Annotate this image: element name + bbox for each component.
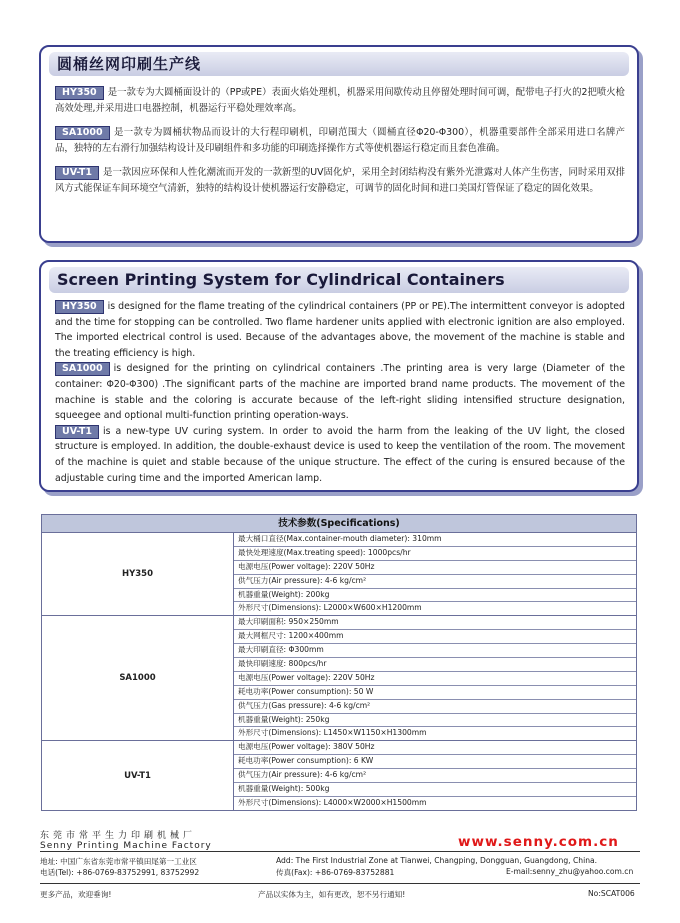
model-tag: UV-T1	[55, 425, 99, 439]
spec-row: 最大印刷面积: 950×250mm	[234, 616, 636, 630]
cn-item-text: 是一款因应环保和人性化潮流而开发的一款新型的UV固化炉，采用全封闭结构没有紫外光泄露对人体产生伤害，同时采用双排风方式能保证车间环境空气清新，独特的结构设计使机器运行安静稳定，可调节的固化时间和进口美国灯管保证了稳定的固化效果。	[55, 167, 625, 194]
spec-row: 耗电功率(Power consumption): 6 KW	[234, 755, 636, 769]
chinese-description-panel	[39, 45, 639, 243]
spec-row: 外形尺寸(Dimensions): L2000×W600×H1200mm	[238, 603, 422, 613]
cn-item-text: 是一款专为圆桶状物品而设计的大行程印刷机，印刷范围大（圆桶直径Φ20-Φ300），机器重要部件全部采用进口名牌产品，独特的左右滑行加强结构设计及印刷组件和多功能的印刷选择操作方式等使机器运行稳定而且套色准确。	[55, 127, 625, 154]
spec-row: 外形尺寸(Dimensions): L1450×W1150×H1300mm	[238, 728, 427, 738]
en-item-sa1000	[55, 361, 625, 423]
spec-row: 供气压力(Gas pressure): 4-6 kg/cm²	[234, 700, 636, 714]
spec-row: 供气压力(Air pressure): 4-6 kg/cm²	[234, 769, 636, 783]
model-tag: UV-T1	[55, 166, 99, 180]
spec-row: 最大桶口直径(Max.container-mouth diameter): 310mm	[234, 533, 636, 547]
chinese-section-title: 圆桶丝网印刷生产线	[49, 52, 629, 76]
telephone: 电话(Tel): +86-0769-83752991, 83752992	[40, 868, 200, 877]
specifications-table	[41, 514, 637, 811]
spec-row: 机器重量(Weight): 500kg	[234, 783, 636, 797]
email-link[interactable]: E-mail:senny_zhu@yahoo.com.cn	[506, 867, 634, 876]
cn-item-text: 是一款专为大圆桶面设计的（PP或PE）表面火焰处理机，机器采用间歇传动且停留处理时间可调，配带电子打火的2把喷火枪高效处理,并采用进口电器控制，机器运行平稳处理效率高。	[55, 87, 625, 114]
spec-rows	[234, 616, 636, 740]
cn-item-hy350	[55, 85, 625, 116]
spec-row: 供气压力(Air pressure): 4-6 kg/cm²	[234, 575, 636, 589]
spec-row: 电源电压(Power voltage): 220V 50Hz	[234, 672, 636, 686]
change-notice: 产品以实体为主，如有更改，恕不另行通知!	[258, 890, 406, 899]
spec-group-sa1000	[42, 616, 636, 741]
spec-row: 电源电压(Power voltage): 380V 50Hz	[234, 741, 636, 755]
specifications-title: 技术参数(Specifications)	[42, 515, 636, 533]
chinese-description-body	[55, 85, 625, 205]
footer-divider-bottom	[40, 883, 640, 884]
spec-row: 机器重量(Weight): 250kg	[234, 714, 636, 728]
spec-row: 最大网框尺寸: 1200×400mm	[234, 630, 636, 644]
address-en: Add: The First Industrial Zone at Tianwei, Changping, Dongguan, Guangdong, China.	[276, 856, 598, 865]
spec-row: 外形尺寸(Dimensions): L4000×W2000×H1500mm	[238, 797, 427, 807]
address-cn: 地址: 中国广东省东莞市常平镇田尾第一工业区	[40, 857, 197, 866]
spec-model-name: UV-T1	[42, 741, 234, 809]
spec-row: 最大印刷直径: Φ300mm	[234, 644, 636, 658]
spec-row: 最快处理速度(Max.treating speed): 1000pcs/hr	[234, 547, 636, 561]
company-name-cn: 东莞市常平生力印刷机械厂	[40, 831, 197, 841]
model-tag: SA1000	[55, 362, 110, 376]
company-name-en: Senny Printing Machine Factory	[40, 841, 212, 851]
en-item-text: is a new-type UV curing system. In order to avoid the harm from the leaking of the UV light, the closed structure is employed. In addition, the double-exhaust device is used to keep the ventilation of the room. The movement of the machine is quiet and stable because of the unique structure. The effect of the curing is ensured because of the adjustable curing time and the imported American lamp.	[55, 425, 625, 484]
footer-divider	[40, 851, 640, 852]
fax: 传真(Fax): +86-0769-83752881	[276, 868, 395, 877]
spec-model-name: HY350	[42, 533, 234, 615]
spec-model-name: SA1000	[42, 616, 234, 740]
spec-row: 电源电压(Power voltage): 220V 50Hz	[234, 561, 636, 575]
spec-group-hy350	[42, 533, 636, 616]
cn-item-uvt1	[55, 165, 625, 196]
spec-rows	[234, 741, 636, 809]
spec-group-uvt1	[42, 741, 636, 809]
model-tag: HY350	[55, 86, 104, 100]
catalog-number: No:SCAT006	[588, 889, 635, 898]
model-tag: SA1000	[55, 126, 110, 140]
en-item-text: is designed for the printing on cylindrical containers .The printing area is very large (Diameter of the container: Φ20-Φ300) .The significant parts of the machine are imported brand name products. The movement of the machine is stable and the coloring is accurate because of the left-right sliding intensified structure designation, squeegee and optional multi-function printing operation-ways.	[55, 363, 625, 422]
spec-row: 最快印刷速度: 800pcs/hr	[234, 658, 636, 672]
english-description-panel	[39, 260, 639, 492]
model-tag: HY350	[55, 300, 104, 314]
en-item-hy350	[55, 299, 625, 361]
english-section-title: Screen Printing System for Cylindrical Containers	[49, 267, 629, 293]
more-products-note: 更多产品，欢迎垂询!	[40, 890, 112, 899]
spec-row: 机器重量(Weight): 200kg	[234, 589, 636, 603]
cn-item-sa1000	[55, 125, 625, 156]
en-item-uvt1	[55, 424, 625, 486]
spec-row: 耗电功率(Power consumption): 50 W	[234, 686, 636, 700]
website-link[interactable]: www.senny.com.cn	[458, 834, 619, 850]
en-item-text: is designed for the flame treating of the cylindrical containers (PP or PE).The intermittent conveyor is adopted and the time for stopping can be controlled. Two flame hardener units applied with electronic ignition are also employed. The imported electrical control is used. Because of the advantages above, the movement of the machine is stable and the treating efficiency is high.	[55, 301, 625, 359]
english-description-body	[55, 299, 625, 486]
spec-rows	[234, 533, 636, 615]
